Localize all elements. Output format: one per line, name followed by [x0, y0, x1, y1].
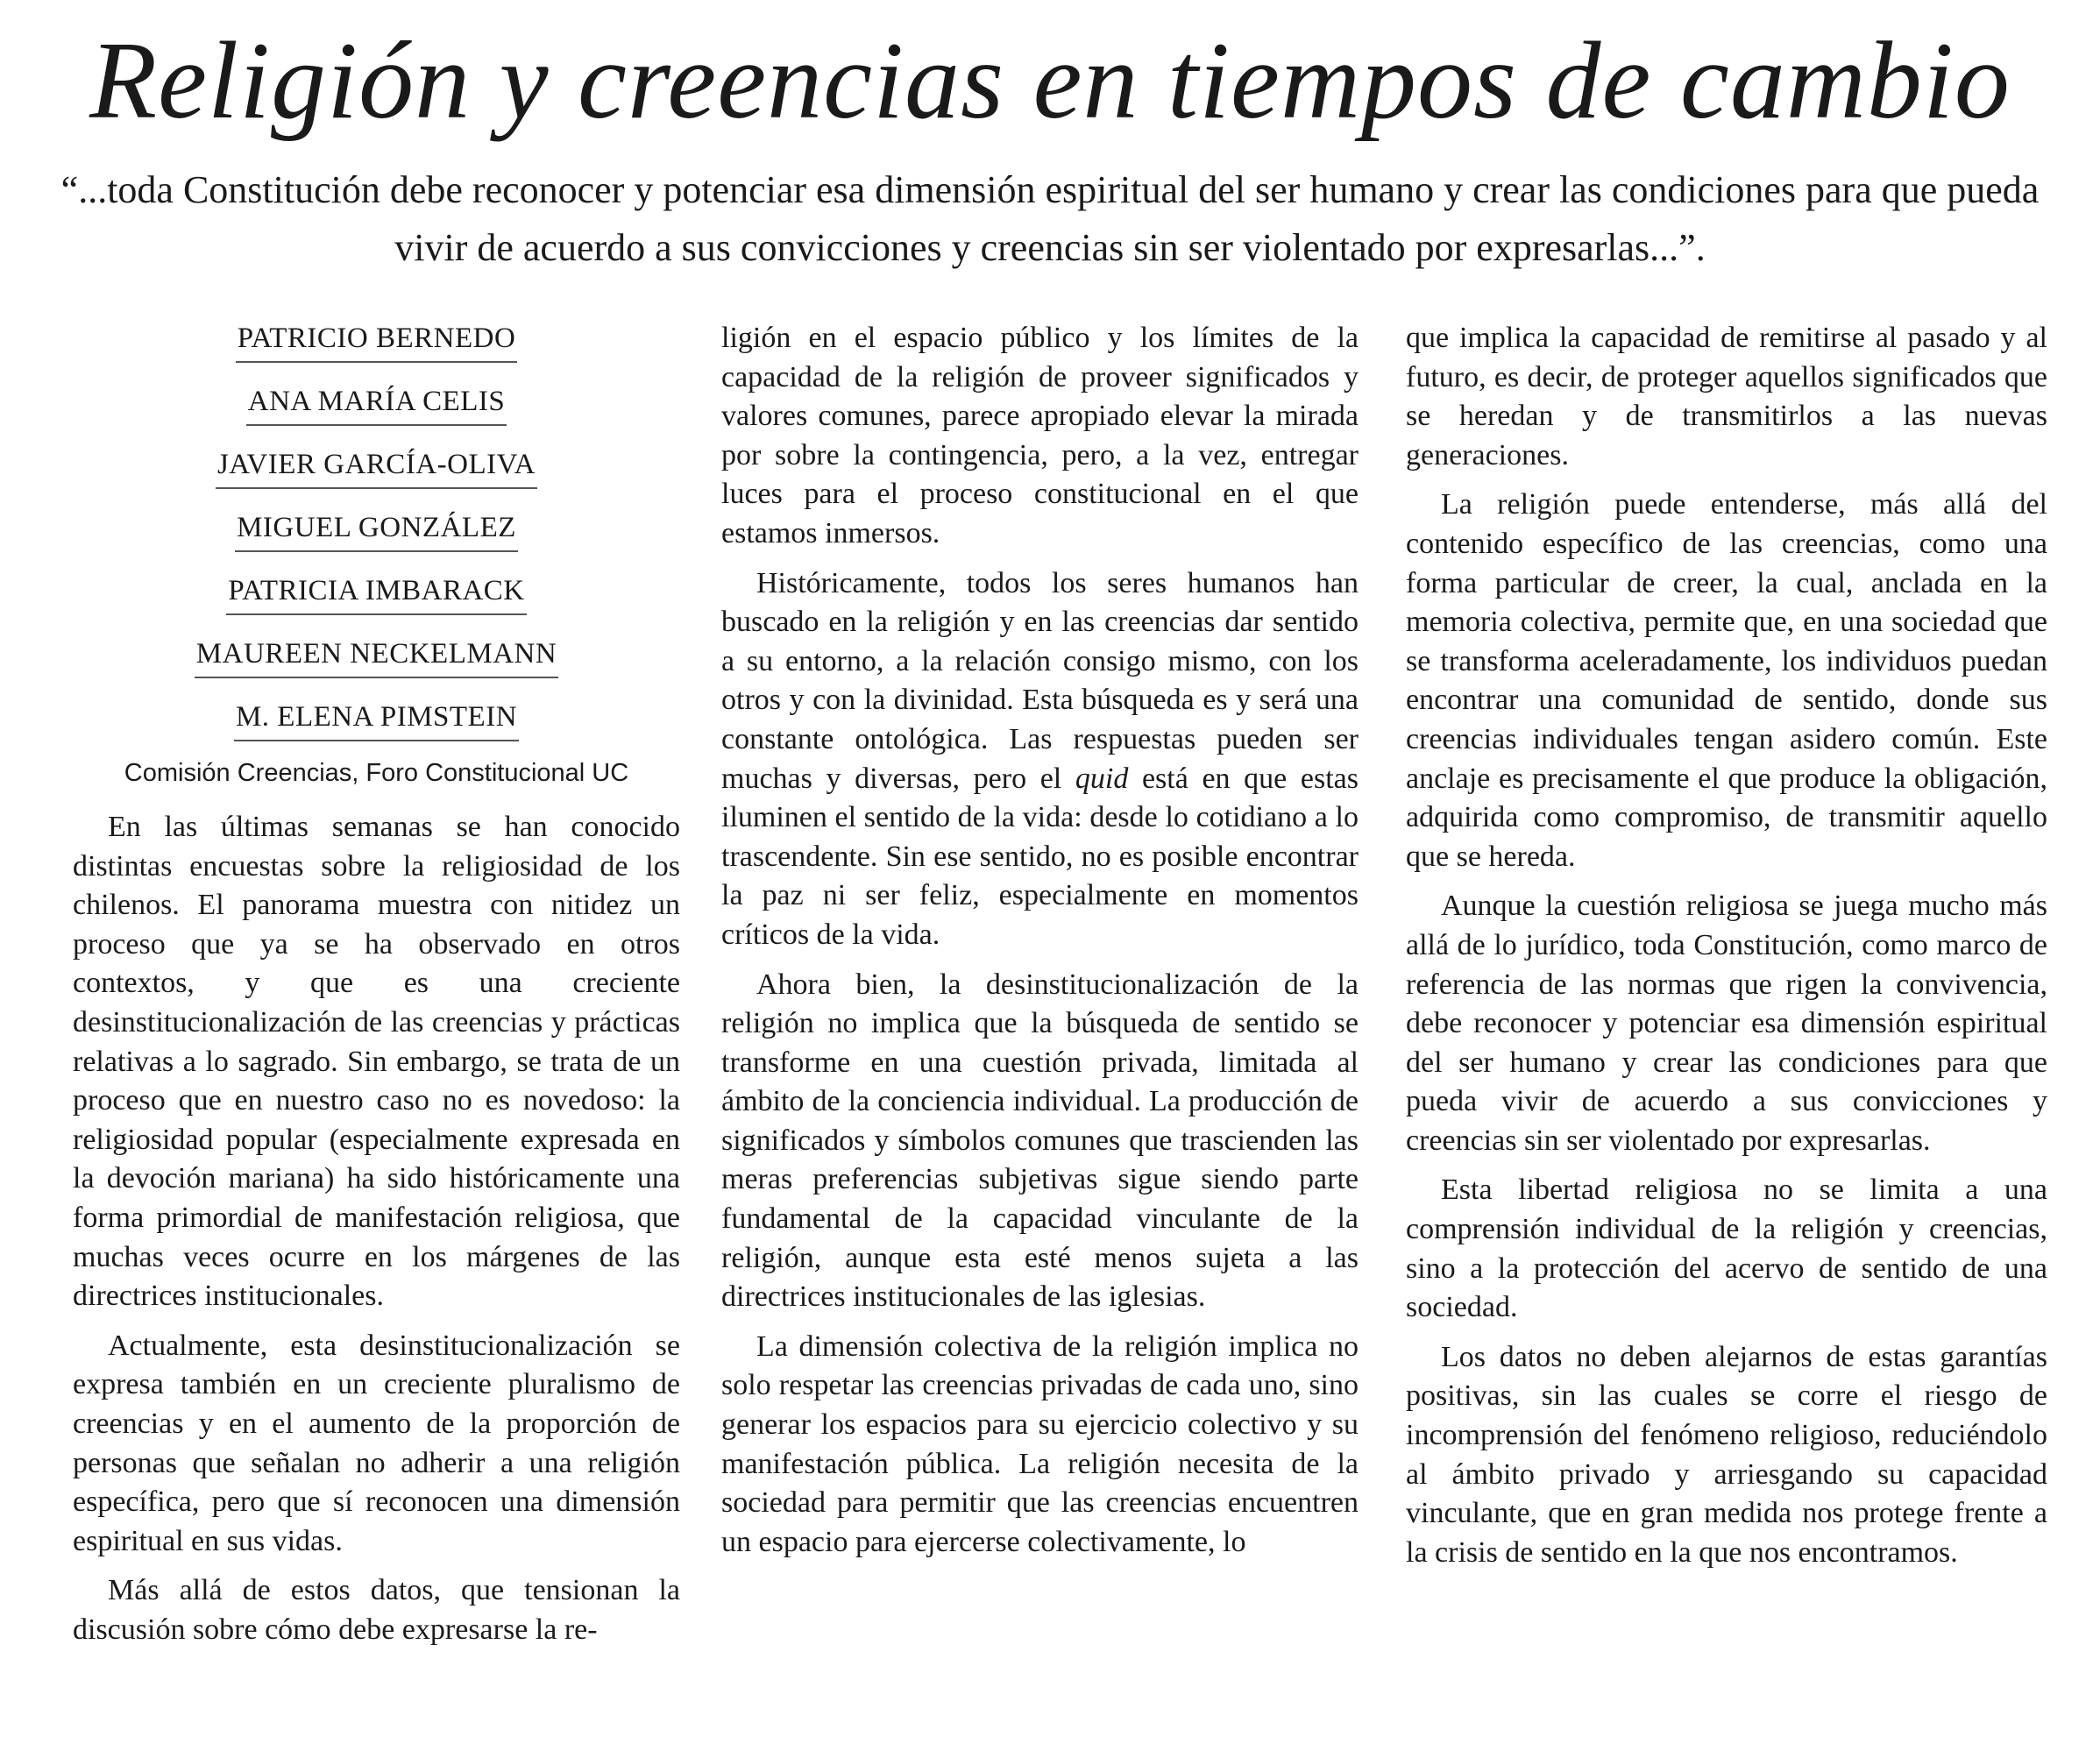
author-item [73, 319, 680, 363]
paragraph-text: está en que estas iluminen el sentido de la vida: desde lo cotidiano a lo trascendente. Sin ese sentido, no es posible encontrar la paz ni ser feliz, especialmente en momentos críticos de la vida. [721, 762, 1359, 951]
author-list [73, 319, 680, 741]
paragraph-text: Históricamente, todos los seres humanos han buscado en la religión y en las creencias dar sentido a su entorno, a la relación consigo mismo, con los otros y con la divinidad. Esta búsqueda es y será una constante ontológica. Las respuestas pueden ser muchas y diversas, pero el [721, 566, 1359, 795]
author-name: PATRICIO BERNEDO [236, 319, 518, 363]
body-paragraph: Más allá de estos datos, que tensionan la discusión sobre cómo debe expresarse la re- [73, 1574, 680, 1646]
author-name: MAUREEN NECKELMANN [195, 635, 558, 678]
body-paragraph [721, 564, 1359, 955]
author-item [73, 635, 680, 678]
author-affiliation: Comisión Creencias, Foro Constitucional UC [124, 759, 629, 787]
author-name: MIGUEL GONZÁLEZ [235, 508, 518, 552]
italic-term: quid [1075, 762, 1129, 795]
body-paragraph: que implica la capacidad de remitirse al pasado y al futuro, es decir, de proteger aquellos significados que se heredan y de transmitirlos a las nuevas generaciones. [1406, 322, 2047, 471]
author-name: JAVIER GARCÍA-OLIVA [216, 445, 537, 489]
body-paragraph: La religión puede entenderse, más allá del contenido específico de las creencias, como una forma particular de creer, la cual, anclada en la memoria colectiva, permite que, en una sociedad que se transforma aceleradamente, los individuos puedan encontrar una comunidad de sentido, donde sus creencias individuales tengan asidero común. Este anclaje es precisamente el que produce la obligación, adquirida como compromiso, de transmitir aquello que se hereda. [1406, 488, 2047, 873]
column-2 [721, 319, 1359, 1562]
author-name: M. ELENA PIMSTEIN [234, 698, 519, 741]
body-paragraph: ligión en el espacio público y los límites de la capacidad de la religión de proveer significados y valores comunes, parece apropiado elevar la mirada por sobre la contingencia, pero, a la vez, entregar luces para el proceso constitucional en el que estamos inmersos. [721, 322, 1359, 549]
pull-quote: “...toda Constitución debe reconocer y potenciar esa dimensión espiritual del ser humano y crear las condiciones para que pueda vivir de acuerdo a sus convicciones y creencias sin ser violentado por expresarlas...”. [60, 168, 2040, 269]
body-paragraph: En las últimas semanas se han conocido distintas encuestas sobre la religiosidad de los chilenos. El panorama muestra con nitidez un proceso que ya se ha observado en otros contextos, y que es una creciente desinstitucionalización de las creencias y prácticas relativas a lo sagrado. Sin embargo, se trata de un proceso que en nuestro caso no es novedoso: la religiosidad popular (especialmente expresada en la devoción mariana) ha sido históricamente una forma primordial de manifestación religiosa, que muchas veces ocurre en los márgenes de las directrices institucionales. [73, 811, 680, 1313]
author-item [73, 698, 680, 741]
column-3 [1406, 319, 2047, 1572]
author-name: ANA MARÍA CELIS [246, 382, 507, 426]
author-name: PATRICIA IMBARACK [226, 571, 526, 615]
column-1 [73, 319, 680, 1649]
body-paragraph: Ahora bien, la desinstitucionalización de la religión no implica que la búsqueda de sentido se transforme en una cuestión privada, limitada al ámbito de la conciencia individual. La producción de significados y símbolos comunes que trascienden las meras preferencias subjetivas sigue siendo parte fundamental de la capacidad vinculante de la religión, aunque esta esté menos sujeta a las directrices institucionales de las iglesias. [721, 968, 1359, 1314]
body-paragraph: Actualmente, esta desinstitucionalización se expresa también en un creciente pluralismo de creencias y en el aumento de la proporción de personas que señalan no adherir a una religión específica, pero que sí reconocen una dimensión espiritual en sus vidas. [73, 1329, 680, 1557]
author-item [73, 445, 680, 489]
author-item [73, 508, 680, 552]
body-paragraph: La dimensión colectiva de la religión implica no solo respetar las creencias privadas de cada uno, sino generar los espacios para su ejercicio colectivo y su manifestación pública. La religión necesita de la sociedad para permitir que las creencias encuentren un espacio para ejercerse colectivamente, lo [721, 1329, 1359, 1558]
author-item [73, 571, 680, 615]
author-item [73, 382, 680, 426]
body-paragraph: Esta libertad religiosa no se limita a una comprensión individual de la religión y creencias, sino a la protección del acervo de sentido de una sociedad. [1406, 1173, 2047, 1324]
body-paragraph: Aunque la cuestión religiosa se juega mucho más allá de lo jurídico, toda Constitución, como marco de referencia de las normas que rigen la convivencia, debe reconocer y potenciar esa dimensión espiritual del ser humano y crear las condiciones para que pueda vivir de acuerdo a sus convicciones y creencias sin ser violentado por expresarlas. [1406, 890, 2047, 1157]
body-paragraph: Los datos no deben alejarnos de estas garantías positivas, sin las cuales se corre el riesgo de incomprensión del fenómeno religioso, reduciéndolo al ámbito privado y arriesgando su capacidad vinculante, que en gran medida nos protege frente a la crisis de sentido en la que nos encontramos. [1406, 1340, 2047, 1569]
article-title: Religión y creencias en tiempos de cambio [89, 20, 2011, 142]
